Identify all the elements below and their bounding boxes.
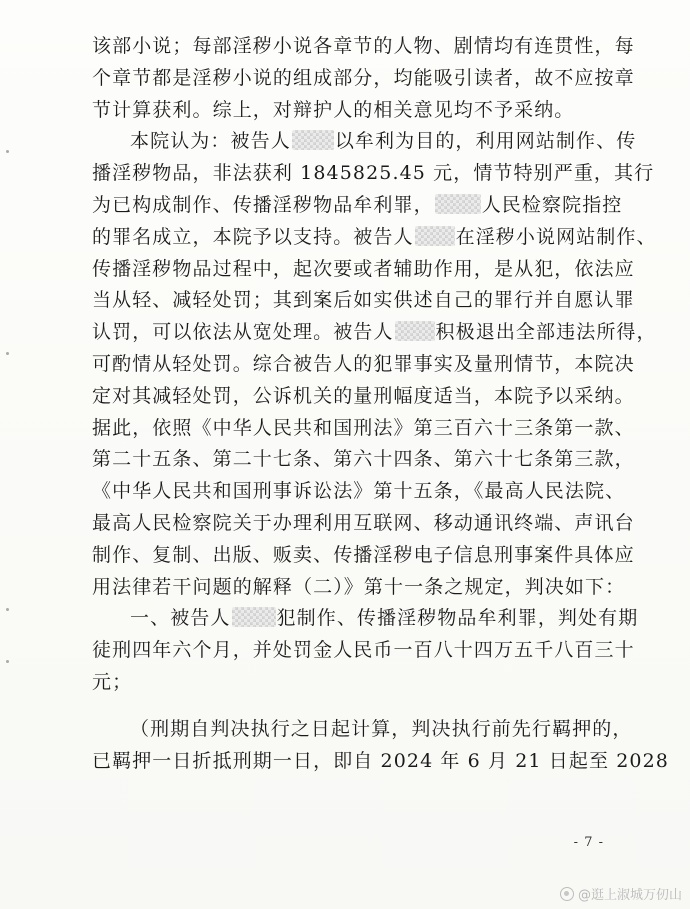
verdict-item-line: 一、被告人 犯制作、传播淫秽物品牟利罪，判处有期: [130, 607, 639, 630]
text-line: 该部小说；每部淫秽小说各章节的人物、剧情均有连贯性，每: [92, 35, 635, 57]
text-line: 认罚，可以依法从宽处理。被告人 积极退出全部违法所得，: [92, 321, 657, 344]
text-line: 的罪名成立，本院予以支持。被告人 在淫秽小说网站制作、: [92, 225, 657, 248]
text-line: 据此，依照《中华人民共和国刑法》第三百六十三条第一款、: [92, 416, 635, 439]
document-body: [92, 31, 669, 777]
text-line: 《中华人民共和国刑事诉讼法》第十五条，《最高人民法院、: [92, 480, 626, 503]
text-line: 个章节都是淫秽小说的组成部分，均能吸引读者，故不应按章: [92, 66, 635, 89]
text-line: 制作、复制、出版、贩卖、传播淫秽电子信息刑事案件具体应: [92, 543, 635, 566]
text-line: 已羁押一日折抵刑期一日，即自 2024 年 6 月 21 日起至 2028: [92, 749, 669, 772]
sentence-term-line: （刑期自判决执行之日起计算，判决执行前先行羁押的，: [130, 717, 633, 740]
binding-hole-mark: [6, 352, 9, 355]
text-line: 用法律若干问题的解释（二）》第十一条之规定，判决如下：: [92, 575, 626, 598]
text-line: 徒刑四年六个月，并处罚金人民币一百八十四万五千八百三十: [92, 639, 635, 662]
text-line: 可酌情从轻处罚。综合被告人的犯罪事实及量刑情节，本院决: [92, 352, 635, 375]
text-line: 当从轻、减轻处罚；其到案后如实供述自己的罪行并自愿认罪: [92, 289, 635, 312]
text-line: 定对其减轻处罚，公诉机关的量刑幅度适当，本院予以采纳。: [92, 384, 635, 407]
watermark: [560, 884, 682, 903]
redacted-name-mosaic: [292, 130, 334, 150]
redacted-name-mosaic: [395, 321, 435, 341]
text-line: 播淫秽物品，非法获利 1845825.45 元，情节特别严重，其行: [92, 162, 655, 185]
text-line: 第二十五条、第二十七条、第六十四条、第六十七条第三款，: [92, 448, 635, 471]
redacted-name-mosaic: [415, 226, 455, 246]
paragraph-court-opinion-line: 本院认为：被告人 以牟利为目的，利用网站制作、传: [130, 130, 637, 153]
spacer: [92, 699, 606, 714]
redacted-prosecutor-mosaic: [435, 194, 481, 214]
binding-hole-mark: [6, 660, 9, 663]
text-line: 最高人民检察院关于办理利用互联网、移动通讯终端、声讯台: [92, 511, 635, 534]
binding-hole-mark: [6, 150, 9, 153]
redacted-name-mosaic: [232, 607, 276, 627]
page-number: - 7 -: [573, 835, 604, 850]
text-line: 传播淫秽物品过程中，起次要或者辅助作用，是从犯，依法应: [92, 257, 635, 280]
watermark-logo-icon: [560, 887, 574, 901]
text-line: 元；: [92, 670, 133, 693]
text-line: 为已构成制作、传播淫秽物品牟利罪， 人民检察院指控: [92, 193, 623, 216]
binding-hole-mark: [6, 608, 9, 611]
watermark-text: @逛上淑城万仞山: [577, 888, 682, 903]
text-line: 节计算获利。综上，对辩护人的相关意见均不予采纳。: [92, 98, 575, 121]
